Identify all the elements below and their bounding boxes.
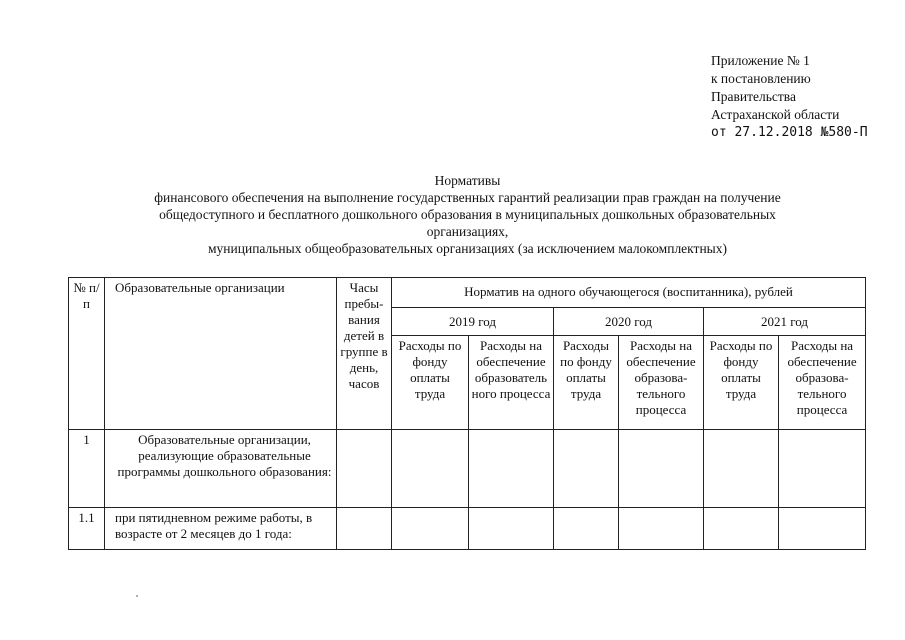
header-year-2020: 2020 год (554, 308, 704, 336)
header-hours: Часы пребы-вания детей в группе в день, часов (337, 278, 392, 430)
header-sub-2021-process: Расходы на обеспечение образова-тельного процесса (779, 336, 866, 430)
appendix-block (711, 52, 868, 142)
row-cell (337, 430, 392, 508)
scan-speck (136, 595, 138, 597)
row-organization: Образовательные организации, реализующие образовательные программы дошкольного образования: (105, 430, 337, 508)
header-sub-2021-labor: Расходы по фонду оплаты труда (704, 336, 779, 430)
row-cell (779, 508, 866, 550)
row-cell (392, 508, 469, 550)
header-sub-2020-labor: Расходы по фонду оплаты труда (554, 336, 619, 430)
row-cell (619, 508, 704, 550)
appendix-date-number: от 27.12.2018 №580-П (711, 125, 868, 140)
header-sub-2019-process: Расходы на обеспечение образователь ного процесса (469, 336, 554, 430)
row-cell (469, 430, 554, 508)
row-cell (392, 430, 469, 508)
title-line: общедоступного и бесплатного дошкольного образования в муниципальных дошкольных образовательных (159, 207, 776, 222)
appendix-line: Приложение № 1 (711, 53, 810, 68)
row-cell (704, 430, 779, 508)
row-number: 1 (69, 430, 105, 508)
row-cell (619, 430, 704, 508)
title-line: организациях, (426, 224, 509, 239)
normatives-table (68, 277, 866, 550)
title-line: Нормативы (434, 173, 501, 188)
appendix-line: к постановлению (711, 71, 811, 86)
row-organization: при пятидневном режиме работы, в возрасте от 2 месяцев до 1 года: (105, 508, 337, 550)
title-line: финансового обеспечения на выполнение государственных гарантий реализации прав граждан на получение (154, 190, 781, 205)
row-cell (554, 508, 619, 550)
header-number: № п/п (69, 278, 105, 430)
title-line: муниципальных общеобразовательных организациях (за исключением малокомплектных) (208, 241, 727, 256)
row-number: 1.1 (69, 508, 105, 550)
header-sub-2020-process: Расходы на обеспечение образова-тельного процесса (619, 336, 704, 430)
header-sub-2019-labor: Расходы по фонду оплаты труда (392, 336, 469, 430)
table-row (69, 508, 866, 550)
header-year-2021: 2021 год (704, 308, 866, 336)
table-row (69, 430, 866, 508)
appendix-line: Астраханской области (711, 107, 840, 122)
row-cell (337, 508, 392, 550)
row-cell (554, 430, 619, 508)
header-year-2019: 2019 год (392, 308, 554, 336)
row-cell (469, 508, 554, 550)
row-cell (779, 430, 866, 508)
appendix-line: Правительства (711, 89, 796, 104)
document-title (70, 172, 865, 257)
row-cell (704, 508, 779, 550)
header-organizations: Образовательные организации (105, 278, 337, 430)
header-normative: Норматив на одного обучающегося (воспитанника), рублей (392, 278, 866, 308)
